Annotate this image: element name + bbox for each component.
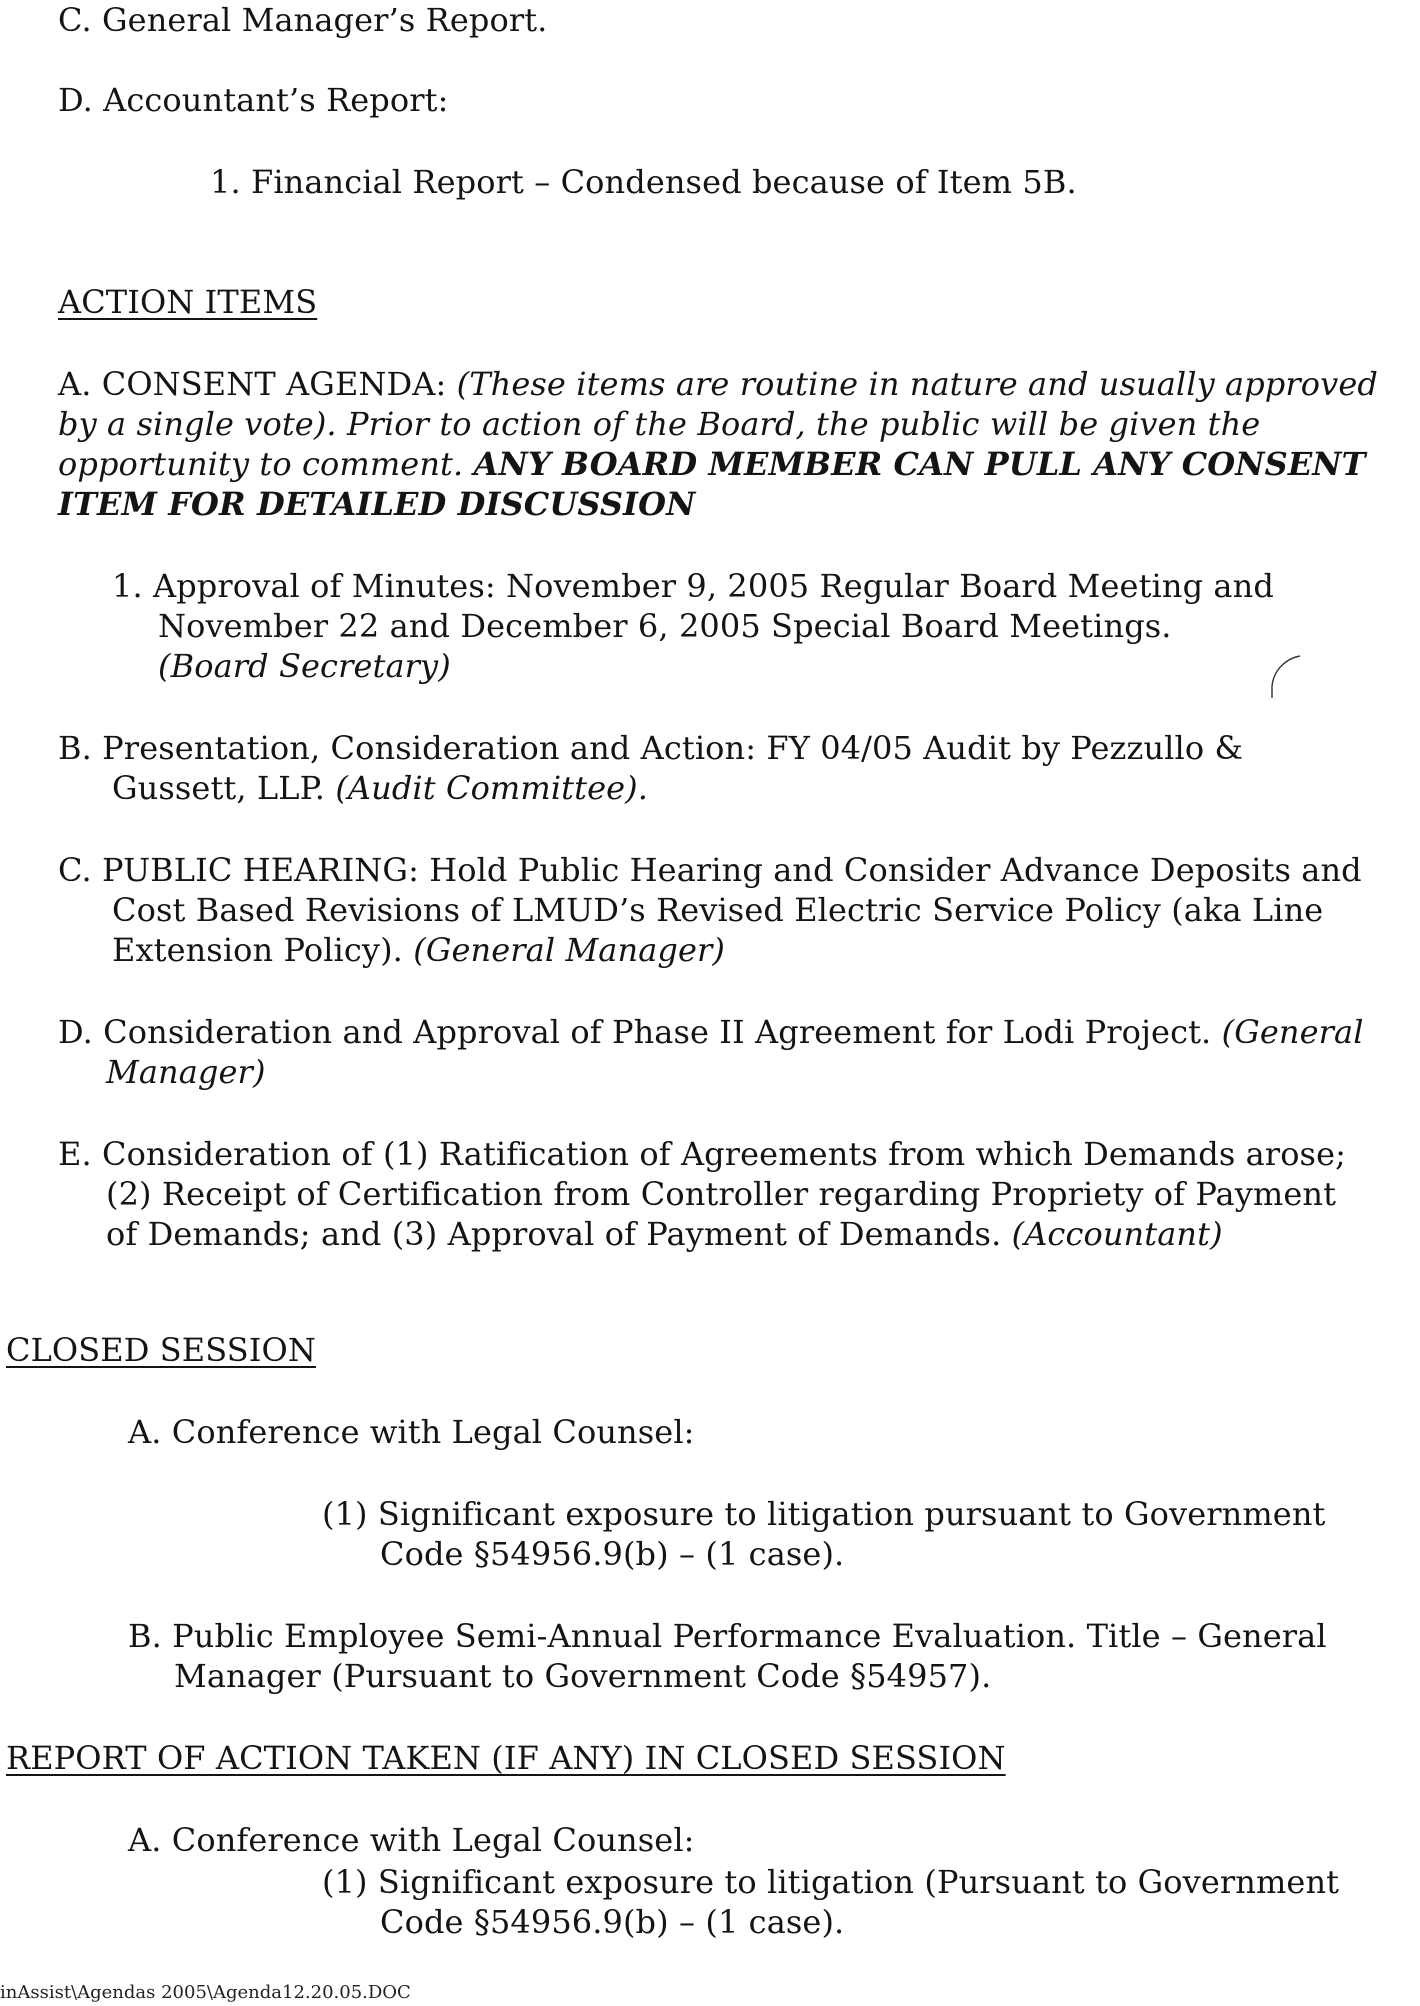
item-marker: E. [58,1135,92,1173]
item-text: Significant exposure to litigation pursuant to Government [377,1495,1326,1533]
item-text: Presentation, Consideration and Action: FY 04/05 Audit by Pezzullo & [102,729,1244,767]
item-marker: B. [128,1617,162,1655]
closed-session-heading: CLOSED SESSION [6,1331,316,1369]
litigation-exposure-line-1 [322,1494,1326,1534]
performance-evaluation-line-2: Manager (Pursuant to Government Code §54957). [174,1657,992,1695]
report-item-general-manager [58,0,547,40]
item-marker: A. [128,1413,162,1451]
item-text: Conference with Legal Counsel: [171,1821,695,1859]
item-marker: C. [58,851,92,889]
item-marker: B. [58,729,92,767]
item-marker: D. [58,1013,93,1051]
report-of-action-heading: REPORT OF ACTION TAKEN (IF ANY) IN CLOSED SESSION [6,1739,1006,1777]
consent-agenda-line-3 [58,444,1366,484]
item-text: Financial Report – Condensed because of Item 5B. [251,163,1077,201]
item-marker: (1) [322,1863,368,1901]
demands-line-3 [106,1214,1223,1254]
approval-of-minutes-line-3: (Board Secretary) [158,647,451,685]
item-text: of Demands; and (3) Approval of Payment of Demands. [106,1215,1002,1253]
item-text: Consideration of (1) Ratification of Agreements from which Demands arose; [102,1135,1347,1173]
item-marker: (1) [322,1495,368,1533]
item-text: Significant exposure to litigation (Pursuant to Government [377,1863,1340,1901]
item-text: Consideration and Approval of Phase II Agreement for Lodi Project. [103,1013,1212,1051]
item-responsible: (Audit Committee). [335,769,649,807]
demands-line-2: (2) Receipt of Certification from Controller regarding Propriety of Payment [106,1175,1337,1213]
litigation-exposure-line-2: Code §54956.9(b) – (1 case). [380,1535,845,1573]
audit-presentation-line-1 [58,728,1243,768]
item-marker: 1. [112,567,143,605]
action-items-heading: ACTION ITEMS [58,283,318,321]
item-marker: 1. [210,163,241,201]
item-text: Approval of Minutes: November 9, 2005 Regular Board Meeting and [153,567,1274,605]
lodi-project-line-1 [58,1012,1364,1052]
report-legal-counsel-item [128,1820,695,1860]
public-hearing-line-2: Cost Based Revisions of LMUD’s Revised Electric Service Policy (aka Line [112,891,1324,929]
consent-agenda-line-2: by a single vote). Prior to action of the Board, the public will be given the [58,405,1261,443]
demands-line-1 [58,1134,1346,1174]
consent-agenda-note: opportunity to comment. [58,445,464,483]
item-text: Conference with Legal Counsel: [171,1413,695,1451]
consent-agenda-line-1 [58,364,1378,404]
approval-of-minutes-line-1 [112,566,1274,606]
lodi-project-line-2: Manager) [106,1053,266,1091]
public-hearing-line-3 [112,930,725,970]
item-responsible: (Accountant) [1011,1215,1223,1253]
consent-agenda-note: (These items are routine in nature and usually approved [456,365,1378,403]
legal-counsel-item [128,1412,695,1452]
consent-agenda-line-4: ITEM FOR DETAILED DISCUSSION [58,485,696,523]
item-text: Accountant’s Report: [103,81,449,119]
item-text: Public Employee Semi-Annual Performance Evaluation. Title – General [172,1617,1327,1655]
public-hearing-line-1 [58,850,1362,890]
consent-agenda-label: CONSENT AGENDA: [101,365,447,403]
item-marker: A. [58,365,92,403]
audit-presentation-line-2 [112,768,648,808]
item-text: General Manager’s Report. [102,1,548,39]
report-litigation-line-2: Code §54956.9(b) – (1 case). [380,1903,845,1941]
pen-mark-icon [1262,652,1310,704]
consent-agenda-emphasis: ANY BOARD MEMBER CAN PULL ANY CONSENT [473,445,1366,483]
item-text: Extension Policy). [112,931,403,969]
item-marker: A. [128,1821,162,1859]
item-responsible: (General Manager) [413,931,725,969]
footer-file-path: inAssist\Agendas 2005\Agenda12.20.05.DOC [0,1982,411,2003]
approval-of-minutes-line-2: November 22 and December 6, 2005 Special Board Meetings. [158,607,1172,645]
item-marker: D. [58,81,93,119]
item-marker: C. [58,1,92,39]
report-subitem-financial [210,162,1077,202]
performance-evaluation-line-1 [128,1616,1327,1656]
report-litigation-line-1 [322,1862,1339,1902]
item-text: Gussett, LLP. [112,769,326,807]
item-responsible: (General [1221,1013,1364,1051]
report-item-accountant [58,80,449,120]
item-text: PUBLIC HEARING: Hold Public Hearing and Consider Advance Deposits and [102,851,1362,889]
